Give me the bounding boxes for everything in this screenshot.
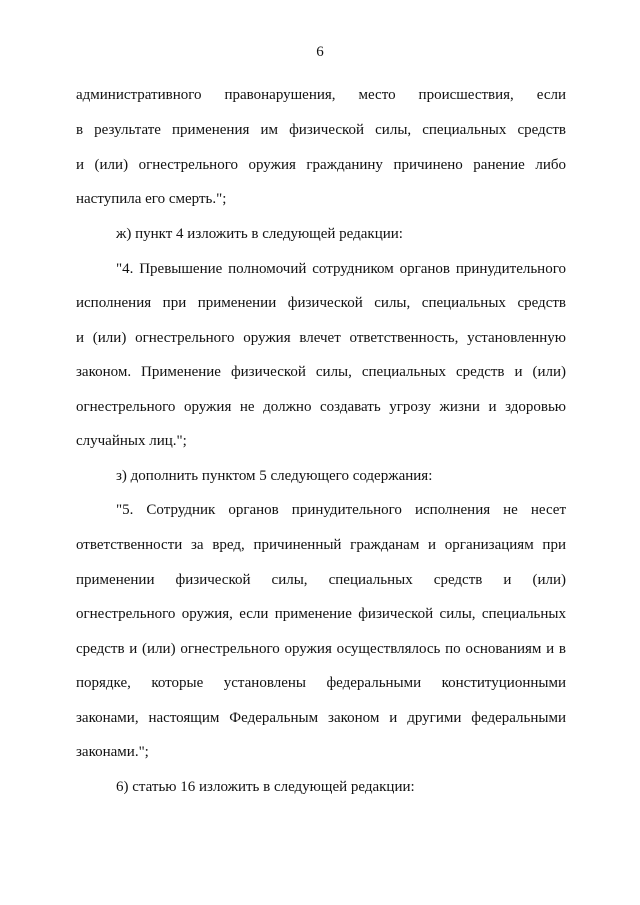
text-line: средств и (или) огнестрельного оружия осуществлялось по основаниям и в <box>76 641 566 657</box>
text-line: и (или) огнестрельного оружия гражданину причинено ранение либо <box>76 157 566 173</box>
text-line: применении физической силы, специальных средств и (или) <box>76 572 566 588</box>
text-line: случайных лиц."; <box>76 433 187 449</box>
text-line: порядке, которые установлены федеральными конституционными <box>76 675 566 691</box>
text-line: законами, настоящим Федеральным законом и другими федеральными <box>76 710 566 726</box>
text-line: "5. Сотрудник органов принудительного исполнения не несет <box>116 502 566 518</box>
text-line: 6) статью 16 изложить в следующей редакции: <box>116 779 415 795</box>
text-line: в результате применения им физической силы, специальных средств <box>76 122 566 138</box>
text-line: огнестрельного оружия, если применение физической силы, специальных <box>76 606 566 622</box>
text-line: "4. Превышение полномочий сотрудником органов принудительного <box>116 261 566 277</box>
text-line: законами."; <box>76 744 149 760</box>
text-line: ответственности за вред, причиненный гражданам и организациям при <box>76 537 566 553</box>
text-line: з) дополнить пунктом 5 следующего содержания: <box>116 468 433 484</box>
page-number: 6 <box>316 44 324 60</box>
text-line: огнестрельного оружия не должно создавать угрозу жизни и здоровью <box>76 399 566 415</box>
text-line: административного правонарушения, место происшествия, если <box>76 87 566 103</box>
text-line: законом. Применение физической силы, специальных средств и (или) <box>76 364 566 380</box>
text-line: наступила его смерть."; <box>76 191 227 207</box>
text-line: ж) пункт 4 изложить в следующей редакции: <box>116 226 403 242</box>
text-line: исполнения при применении физической силы, специальных средств <box>76 295 566 311</box>
text-line: и (или) огнестрельного оружия влечет ответственность, установленную <box>76 330 566 346</box>
